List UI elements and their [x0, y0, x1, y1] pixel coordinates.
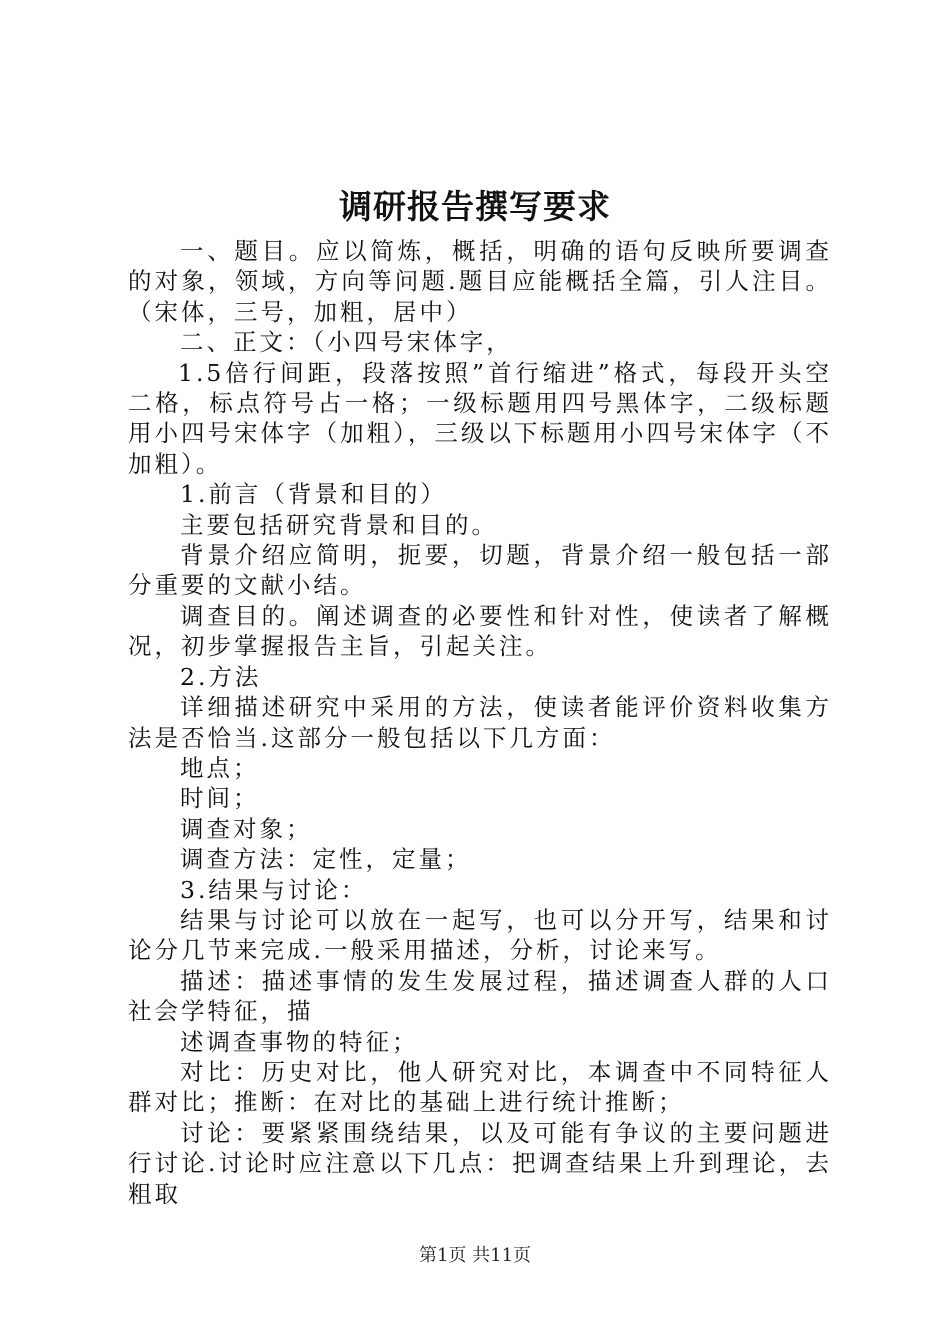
paragraph-method-detail: 详细描述研究中采用的方法，使读者能评价资料收集方法是否恰当.这部分一般包括以下几方面： [128, 693, 832, 752]
paragraph-results-discussion: 结果与讨论可以放在一起写，也可以分开写，结果和讨论分几节来完成.一般采用描述，分析，讨论来写。 [128, 905, 832, 965]
paragraph-preface-main: 主要包括研究背景和目的。 [180, 510, 498, 539]
paragraph-comparison: 对比：历史对比，他人研究对比，本调查中不同特征人群对比；推断：在对比的基础上进行统计推断； [128, 1057, 832, 1117]
paragraph-discussion: 讨论：要紧紧围绕结果，以及可能有争议的主要问题进行讨论.讨论时应注意以下几点：把调查结果上升到理论，去粗取 [128, 1118, 832, 1208]
page-number-footer: 第1页 共11页 [418, 1245, 532, 1266]
document-title: 调研报告撰写要求 [339, 187, 611, 226]
list-item-methods: 调查方法：定性，定量； [180, 845, 472, 874]
paragraph-background: 背景介绍应简明，扼要，切题，背景介绍一般包括一部分重要的文献小结。 [128, 541, 832, 600]
list-item-location: 地点； [180, 753, 260, 782]
paragraph-purpose: 调查目的。阐述调查的必要性和针对性，使读者了解概况，初步掌握报告主旨，引起关注。 [128, 601, 832, 661]
heading-method: 2.方法 [180, 662, 262, 691]
paragraph-format-rules: 1.5倍行间距，段落按照”首行缩进”格式，每段开头空二格，标点符号占一格；一级标题用四号黑体字，二级标题用小四号宋体字（加粗），三级以下标题用小四号宋体字（不加粗）。 [128, 358, 832, 478]
heading-preface: 1.前言（背景和目的） [180, 480, 447, 509]
paragraph-description: 描述：描述事情的发生发展过程，描述调查人群的人口社会学特征，描 [128, 966, 832, 1026]
paragraph-body-requirements: 二、正文：（小四号宋体字， [180, 328, 513, 357]
list-item-subjects: 调查对象； [180, 814, 313, 843]
paragraph-title-requirements: 一、题目。应以简炼，概括，明确的语句反映所要调查的对象，领域，方向等问题.题目应能概括全篇，引人注目。（宋体，三号，加粗，居中） [128, 237, 832, 326]
heading-results-discussion: 3.结果与讨论： [180, 875, 368, 904]
list-item-time: 时间； [180, 784, 260, 813]
paragraph-description-cont: 述调查事物的特征； [180, 1027, 419, 1056]
document-body [128, 236, 832, 1209]
